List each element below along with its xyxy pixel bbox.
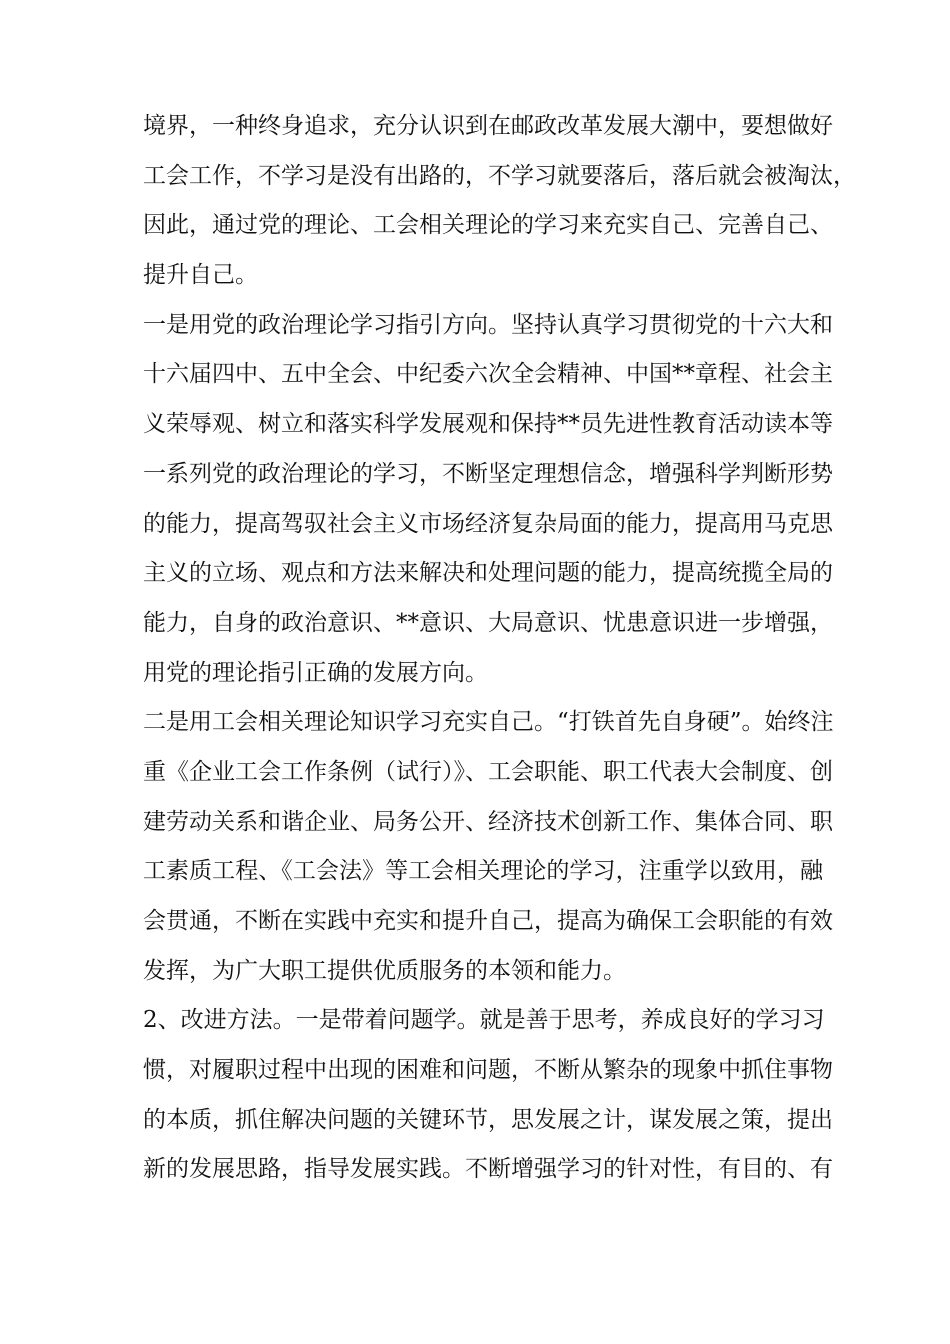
text-line: 工素质工程、《工会法》等工会相关理论的学习，注重学以致用，融	[143, 858, 823, 885]
text-line: 2、改进方法。一是带着问题学。就是善于思考，养成良好的学习习	[143, 1007, 825, 1034]
text-line: 的能力，提高驾驭社会主义市场经济复杂局面的能力，提高用马克思	[143, 510, 833, 537]
text-line: 建劳动关系和谐企业、局务公开、经济技术创新工作、集体合同、职	[143, 808, 833, 835]
text-line: 主义的立场、观点和方法来解决和处理问题的能力，提高统揽全局的	[143, 560, 833, 587]
text-line: 能力，自身的政治意识、**意识、大局意识、忧患意识进一步增强，	[143, 609, 833, 636]
text-line: 义荣辱观、树立和落实科学发展观和保持**员先进性教育活动读本等	[143, 411, 833, 438]
text-line: 的本质，抓住解决问题的关键环节，思发展之计，谋发展之策，提出	[143, 1106, 833, 1133]
text-line: 十六届四中、五中全会、中纪委六次全会精神、中国**章程、社会主	[143, 361, 833, 388]
text-line: 一是用党的政治理论学习指引方向。坚持认真学习贯彻党的十六大和	[143, 311, 833, 338]
text-line: 境界，一种终身追求，充分认识到在邮政改革发展大潮中，要想做好	[143, 113, 833, 139]
text-line: 二是用工会相关理论知识学习充实自己。“打铁首先自身硬”。始终注	[143, 709, 834, 736]
document-body	[143, 102, 856, 1195]
text-line: 新的发展思路，指导发展实践。不断增强学习的针对性，有目的、有	[143, 1156, 833, 1183]
text-line: 重《企业工会工作条例（试行）》、工会职能、职工代表大会制度、创	[143, 758, 833, 785]
text-line: 提升自己。	[143, 262, 258, 289]
text-line: 工会工作，不学习是没有出路的，不学习就要落后，落后就会被淘汰，	[143, 162, 856, 189]
text-line: 会贯通，不断在实践中充实和提升自己，提高为确保工会职能的有效	[143, 908, 833, 934]
text-line: 一系列党的政治理论的学习，不断坚定理想信念，增强科学判断形势	[143, 460, 833, 487]
text-line: 用党的理论指引正确的发展方向。	[143, 659, 488, 686]
text-line: 因此，通过党的理论、工会相关理论的学习来充实自己、完善自己、	[143, 212, 833, 239]
text-line: 惯，对履职过程中出现的困难和问题，不断从繁杂的现象中抓住事物	[143, 1057, 833, 1084]
text-line: 发挥，为广大职工提供优质服务的本领和能力。	[143, 957, 626, 984]
